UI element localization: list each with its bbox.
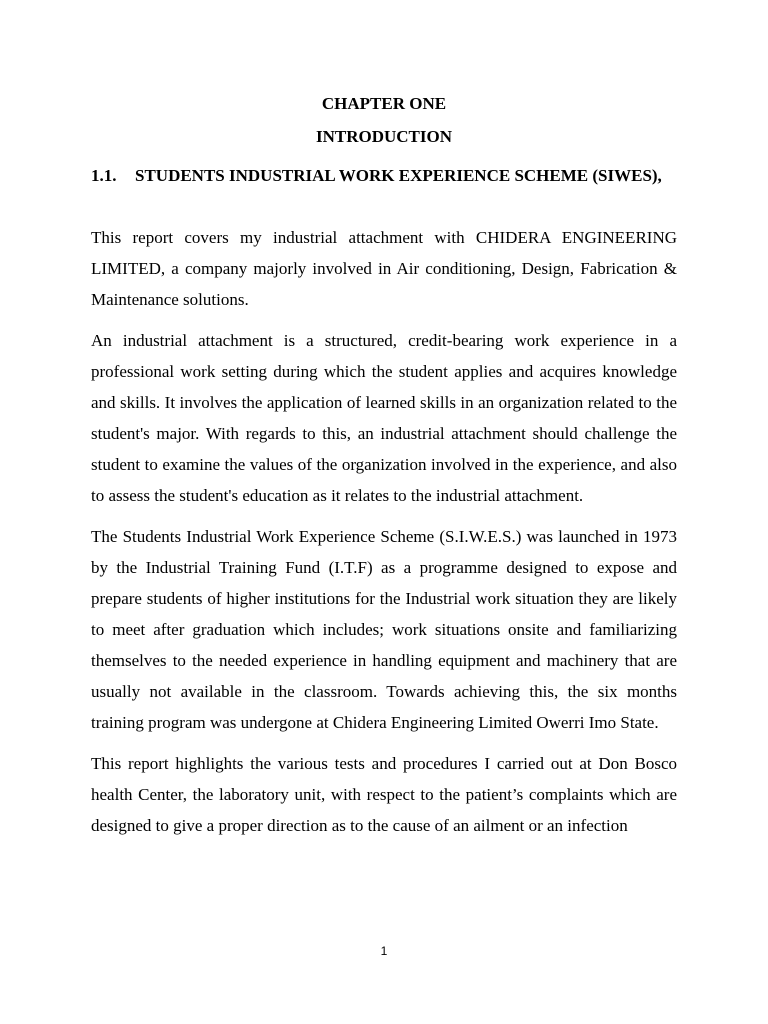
paragraph-siwes: The Students Industrial Work Experience Scheme (S.I.W.E.S.) was launched in 1973 by the Industrial Training Fund (I.T.F) as a programme designed to expose and prepare students of higher institutions for the Industrial work situation they are likely to meet after graduation which includes; work situations onsite and familiarizing themselves to the needed experience in handling equipment and machinery that are usually not available in the classroom. Towards achieving this, the six months training program was undergone at Chidera Engineering Limited Owerri Imo State. xyxy=(91,527,677,732)
subsection-title: STUDENTS INDUSTRIAL WORK EXPERIENCE SCHEME (SIWES), xyxy=(135,166,662,185)
subsection-number: 1.1. xyxy=(91,166,117,185)
page-number: 1 xyxy=(380,944,388,958)
paragraph-industrial-attachment: An industrial attachment is a structured, credit-bearing work experience in a professional work setting during which the student applies and acquires knowledge and skills. It involves the application of learned skills in an organization related to the student's major. With regards to this, an industrial attachment should challenge the student to examine the values of the organization involved in the experience, and also to assess the student's education as it relates to the industrial attachment. xyxy=(91,331,677,505)
body-text xyxy=(91,222,677,851)
paragraph-report-highlights: This report highlights the various tests and procedures I carried out at Don Bosco health Center, the laboratory unit, with respect to the patient’s complaints which are designed to give a proper direction as to the cause of an ailment or an infection xyxy=(91,754,677,835)
chapter-title: CHAPTER ONE xyxy=(321,94,447,113)
paragraph-attachment: This report covers my industrial attachment with CHIDERA ENGINEERING LIMITED, a company majorly involved in Air conditioning, Design, Fabrication & Maintenance solutions. xyxy=(91,228,677,309)
subsection-heading xyxy=(91,159,681,192)
section-heading: INTRODUCTION xyxy=(315,127,453,146)
